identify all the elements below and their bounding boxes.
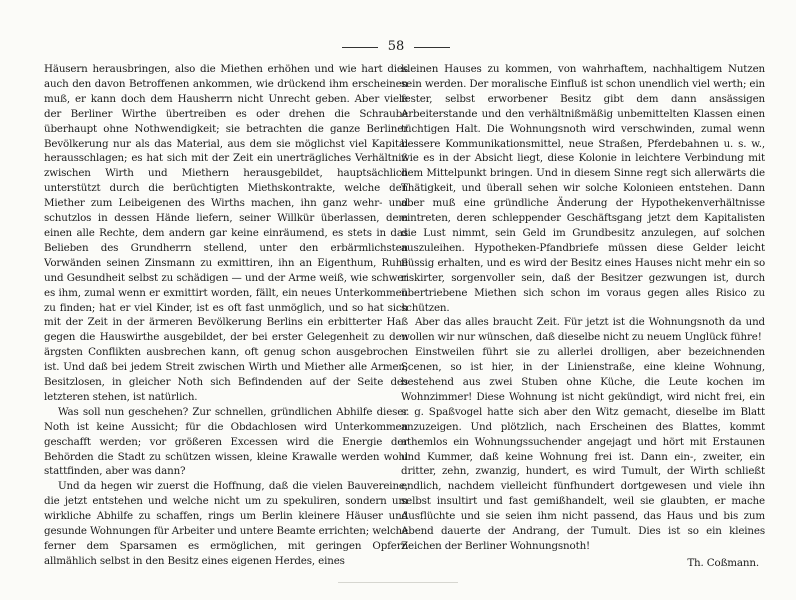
header-rule-left [342,47,378,48]
left-paragraph-3: Und da hegen wir zuerst die Hoffnung, daß die vielen Bauvereine, die jetzt entstehen und welche nicht um zu spekuliren, sondern um wirkliche Abhilfe zu schaffen, rings um Berlin kleinere Häuser und gesunde Wohnungen für Arbeiter und untere Beamte errichten; welche ferner dem Sparsamen es ermöglichen, mit geringen Opfern allmählich selbst in den Besitz eines eigenen Herdes, eines [44,480,408,567]
page-header [0,38,796,56]
header-rule-right [414,47,450,48]
footer-divider [338,582,458,583]
right-paragraph-2: Aber das alles braucht Zeit. Für jetzt ist die Wohnungsnoth da und wollen wir nur wünschen, daß dieselbe nicht zu neuem Unglück führe! [401,316,765,344]
right-column [401,62,765,574]
left-column [44,62,408,574]
left-paragraph-1: Häusern herausbringen, also die Miethen erhöhen und wie hart dies auch den davon Betroffenen ankommen, wie drückend ihm erscheinen muß, er kann doch dem Hausherrn nicht Unrecht geben. Aber viele der Berliner Wirthe übertreiben es oder drehen die Schraube überhaupt ohne Nothwendigkeit; sie betrachten die ganze Berliner Bevölkerung nur als das Material, aus dem sie möglichst viel Kapital herausschlagen; es hat sich mit der Zeit ein unerträgliches Verhältniß zwischen Wirth und Miethern herausgebildet, hauptsächlich unterstützt durch die berüchtigten Miethskontrakte, welche den Miether zum Leibeigenen des Wirths machen, ihn ganz wehr- und schutzlos in dessen Hände liefern, seiner Willkür überlassen, dem einen alle Rechte, dem andern gar keine einräumend, es stets in das Belieben des Grundherrn stellend, unter den erbärmlichsten Vorwänden seinen Zinsmann zu exmittiren, ihn an Eigenthum, Ruhe und Gesundheit selbst zu schädigen — und der Arme weiß, wie schwer es ihm, zumal wenn er exmittirt worden, fällt, ein neues Unterkommen zu finden; hat er viel Kinder, ist es oft fast unmöglich, und so hat sich mit der Zeit in der ärmeren Bevölkerung Berlins ein erbitterter Haß gegen die Hauswirthe ausgebildet, der bei erster Gelegenheit zu den ärgsten Conflikten ausbrechen kann, oft genug schon ausgebrochen ist. Und daß bei jedem Streit zwischen Wirth und Miether alle Armen, Besitzlosen, in gleicher Noth sich Befindenden auf der Seite des letzteren stehen, ist natürlich. [44,63,408,403]
left-paragraph-2: Was soll nun geschehen? Zur schnellen, gründlichen Abhilfe dieser Noth ist keine Aussicht; für die Obdachlosen wird Unterkommen geschafft werden; vor größeren Excessen wird die Energie der Behörden die Stadt zu schützen wissen, kleine Krawalle werden wohl stattfinden, aber was dann? [44,405,408,478]
right-paragraph-3: Einstweilen führt sie zu allerlei drolligen, aber bezeichnenden Scenen, so ist hier, in der Linienstraße, eine kleine Wohnung, bestehend aus zwei Stuben ohne Küche, die Leute kochen im Wohnzimmer! Diese Wohnung ist nicht gekündigt, wird nicht frei, ein s. g. Spaßvogel hatte sich aber den Witz gemacht, dieselbe im Blatt anzuzeigen. Und plötzlich, nach Erscheinen des Blattes, kommt athemlos ein Wohnungssuchender angejagt und hört mit Erstaunen und Kummer, daß keine Wohnung frei ist. Dann ein-, zweiter, ein dritter, zehn, zwanzig, hundert, es wird Tumult, der Wirth schließt endlich, nachdem vielleicht fünfhundert dortgewesen und viele ihn selbst insultirt und fast gemißhandelt, weil sie glaubten, er mache Ausflüchte und sie seien ihm nicht passend, das Haus und bis zum Abend dauerte der Andrang, der Tumult. Dies ist so ein kleines Zeichen der Berliner Wohnungsnoth! [401,346,765,552]
right-paragraph-1: kleinen Hauses zu kommen, von wahrhaftem, nachhaltigem Nutzen sein werden. Der moralische Einfluß ist schon unendlich viel werth; ein fester, selbst erworbener Besitz gibt dem dann ansässigen Arbeiterstande und den verhältnißmäßig unbemittelten Klassen einen tüchtigen Halt. Die Wohnungsnoth wird verschwinden, zumal wenn bessere Kommunikationsmittel, neue Straßen, Pferdebahnen u. s. w., wie es in der Absicht liegt, diese Kolonie in leichtere Verbindung mit dem Mittelpunkt bringen. Und in diesem Sinne regt sich allerwärts die Thätigkeit, und überall sehen wir solche Kolonieen entstehen. Dann aber muß eine gründliche Änderung der Hypothekenverhältnisse eintreten, deren schleppender Geschäftsgang jetzt dem Kapitalisten die Lust nimmt, sein Geld im Grundbesitz anzulegen, auf solchen auszuleihen. Hypotheken-Pfandbriefe müssen diese Gelder leicht flüssig erhalten, und es wird der Besitz eines Hauses nicht mehr ein so riskirter, sorgenvoller sein, daß der Besitzer gezwungen ist, durch übertriebene Miethen sich schon im voraus gegen alles Risico zu schützen. [401,63,765,314]
page-number: 58 [387,39,405,54]
author-signature: Th. Coßmann. [687,556,759,569]
